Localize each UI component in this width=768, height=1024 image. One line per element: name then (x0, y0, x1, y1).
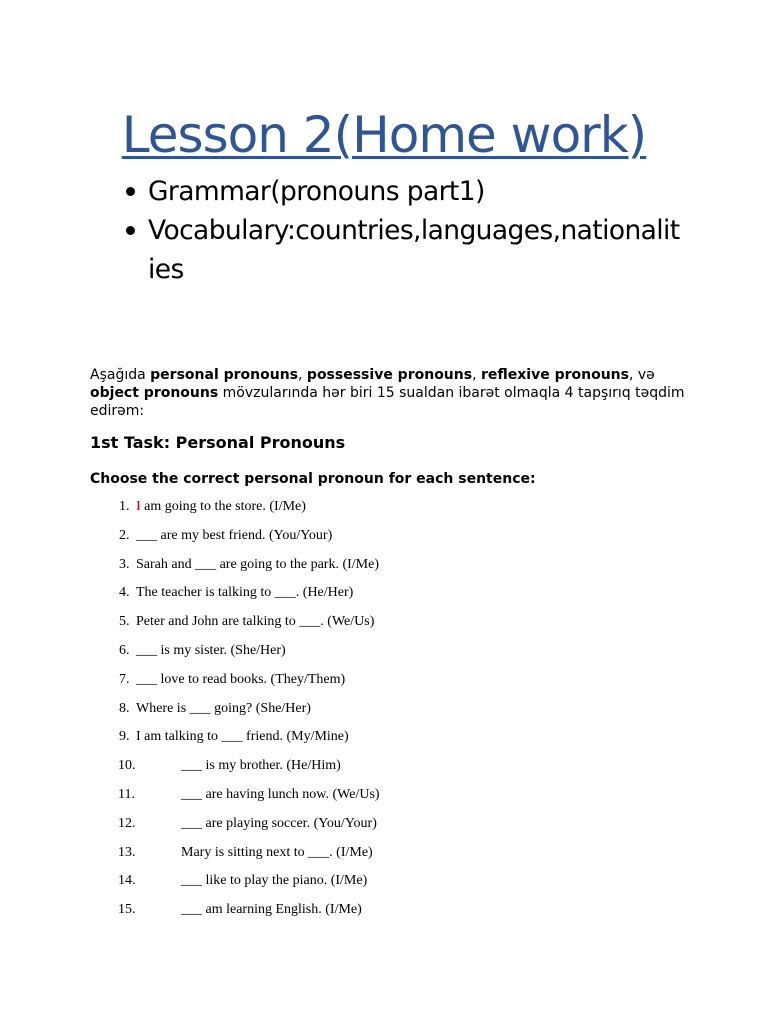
question-number: 2. (119, 527, 130, 543)
question-text: ___ are my best friend. (You/Your) (136, 527, 333, 543)
intro-suffix: mövzularında hər biri 15 sualdan ibarət olmaqla 4 tapşırıq təqdim edirəm: (90, 385, 685, 419)
question-text: Where is ___ going? (She/Her) (136, 700, 311, 716)
intro-prefix: Aşağıda (90, 367, 151, 383)
question-text: ___ are playing soccer. (You/Your) (181, 815, 377, 831)
question-number: 13. (118, 844, 136, 860)
bullet-icon (126, 226, 135, 235)
question-text: The teacher is talking to ___. (He/Her) (136, 585, 354, 601)
question-text-container (136, 670, 345, 690)
question-number: 1. (119, 499, 130, 514)
task-heading: 1st Task: Personal Pronouns (90, 433, 346, 452)
question-text-container (136, 612, 374, 632)
topic-list (126, 172, 686, 289)
question-number: 14. (118, 873, 136, 889)
question-text: ___ love to read books. (They/Them) (136, 671, 346, 687)
topic-item-grammar (126, 172, 686, 211)
question-text-container (181, 814, 377, 834)
bullet-icon (126, 187, 135, 196)
question-text: ___ is my brother. (He/Him) (181, 758, 341, 774)
question-text-container (181, 871, 367, 891)
term-possessive-pronouns: possessive pronouns (306, 367, 473, 383)
term-reflexive-pronouns: reflexive pronouns (480, 367, 629, 383)
question-text: am going to the store. (I/Me) (140, 499, 306, 514)
question-text-container (181, 843, 373, 863)
question-number: 9. (119, 729, 130, 745)
topic-item-vocabulary (126, 211, 686, 289)
page-title: Lesson 2(Home work) (121, 106, 647, 164)
term-personal-pronouns: personal pronouns (150, 367, 299, 383)
question-number: 15. (118, 902, 136, 918)
question-number: 7. (119, 671, 130, 687)
topic-label: Vocabulary:countries,languages,nationalities (148, 215, 680, 285)
question-number: 5. (119, 614, 130, 630)
question-text: Sarah and ___ are going to the park. (I/Me) (136, 556, 379, 572)
question-text: ___ am learning English. (I/Me) (181, 902, 362, 918)
question-number: 8. (119, 700, 130, 716)
question-text-container (136, 497, 306, 517)
topic-label: Grammar(pronouns part1) (148, 176, 485, 207)
instruction-text: Choose the correct personal pronoun for each sentence: (90, 471, 536, 487)
question-text: ___ are having lunch now. (We/Us) (181, 787, 380, 802)
question-text-container (181, 900, 362, 920)
question-text: ___ like to play the piano. (I/Me) (181, 873, 368, 889)
question-number: 10. (118, 758, 136, 774)
question-number: 11. (118, 787, 135, 802)
question-text: Peter and John are talking to ___. (We/Us) (136, 614, 375, 630)
intro-paragraph (90, 366, 690, 420)
intro-separator: , (298, 367, 307, 383)
question-text-container (181, 785, 380, 805)
question-number: 4. (119, 585, 130, 601)
question-text-container (181, 756, 341, 776)
question-number: 6. (119, 643, 130, 658)
intro-separator: , və (628, 367, 655, 383)
question-text-container (136, 641, 286, 661)
question-text: Mary is sitting next to ___. (I/Me) (181, 844, 373, 860)
question-text-container (136, 727, 349, 747)
question-text: I am talking to ___ friend. (My/Mine) (136, 729, 349, 745)
filled-answer: I (136, 499, 141, 514)
question-number: 12. (118, 815, 136, 831)
intro-separator: , (472, 367, 481, 383)
question-text-container (136, 699, 311, 719)
question-text-container (136, 526, 332, 546)
term-object-pronouns: object pronouns (90, 385, 219, 401)
question-text-container (136, 583, 353, 603)
question-text-container (136, 555, 379, 575)
question-text: ___ is my sister. (She/Her) (136, 643, 286, 658)
question-number: 3. (119, 556, 130, 572)
